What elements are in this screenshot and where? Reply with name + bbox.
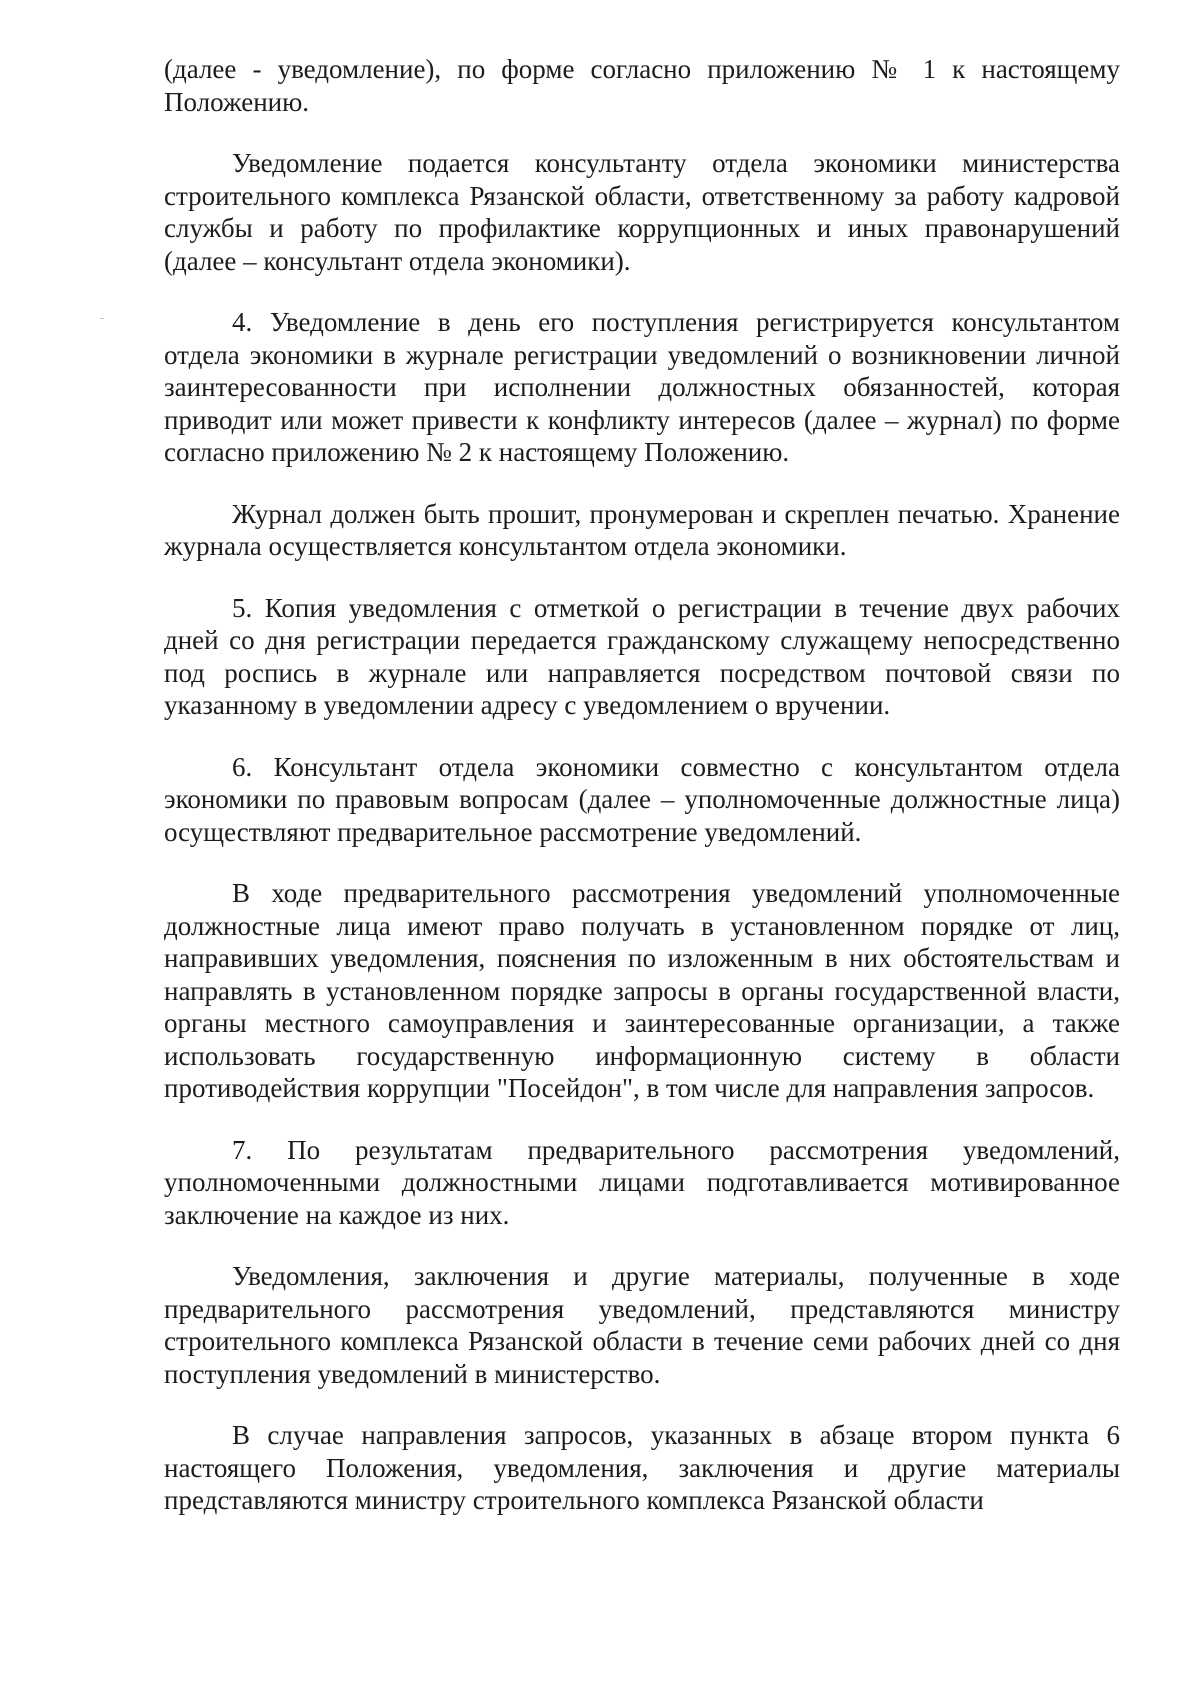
paragraph-item-7: 7. По результатам предварительного рассмотрения уведомлений, уполномоченными должностными лицами подготавливается мотивированное заключение на каждое из них.	[164, 1134, 1120, 1230]
document-body	[164, 53, 1120, 1517]
paragraph-notification-submission: Уведомление подается консультанту отдела экономики министерства строительного комплекса Рязанской области, ответственному за работу кадровой службы и работу по профилактике коррупционных и иных правонарушений (далее – консультант отдела экономики).	[164, 148, 1120, 276]
paragraph-materials: Уведомления, заключения и другие материалы, полученные в ходе предварительного рассмотрения уведомлений, представляются министру строительного комплекса Рязанской области в течение семи рабочих дней со дня поступления уведомлений в министерство.	[164, 1261, 1120, 1389]
paragraph-journal: Журнал должен быть прошит, пронумерован и скреплен печатью. Хранение журнала осуществляется консультантом отдела экономики.	[164, 498, 1120, 561]
scan-artifact	[100, 318, 104, 319]
paragraph-requests: В случае направления запросов, указанных в абзаце втором пункта 6 настоящего Положения, уведомления, заключения и другие материалы представляются министру строительного комплекса Рязанской области	[164, 1420, 1120, 1515]
paragraph-item-4: 4. Уведомление в день его поступления регистрируется консультантом отдела экономики в журнале регистрации уведомлений о возникновении личной заинтересованности при исполнении должностных обязанностей, которая приводит или может привести к конфликту интересов (далее – журнал) по форме согласно приложению № 2 к настоящему Положению.	[164, 307, 1120, 467]
paragraph-item-5: 5. Копия уведомления с отметкой о регистрации в течение двух рабочих дней со дня регистрации передается гражданскому служащему непосредственно под роспись в журнале или направляется посредством почтовой связи по указанному в уведомлении адресу с уведомлением о вручении.	[164, 592, 1120, 720]
paragraph-item-6: 6. Консультант отдела экономики совместно с консультантом отдела экономики по правовым вопросам (далее – уполномоченные должностные лица) осуществляют предварительное рассмотрение уведомлений.	[164, 751, 1120, 847]
paragraph-continuation: (далее - уведомление), по форме согласно приложению № 1 к настоящему Положению.	[164, 54, 1120, 117]
paragraph-preliminary-review: В ходе предварительного рассмотрения уведомлений уполномоченные должностные лица имеют право получать в установленном порядке от лиц, направивших уведомления, пояснения по изложенным в них обстоятельствам и направлять в установленном порядке запросы в органы государственной власти, органы местного самоуправления и заинтересованные организации, а также использовать государственную информационную систему в области противодействия коррупции "Посейдон", в том числе для направления запросов.	[164, 878, 1120, 1103]
